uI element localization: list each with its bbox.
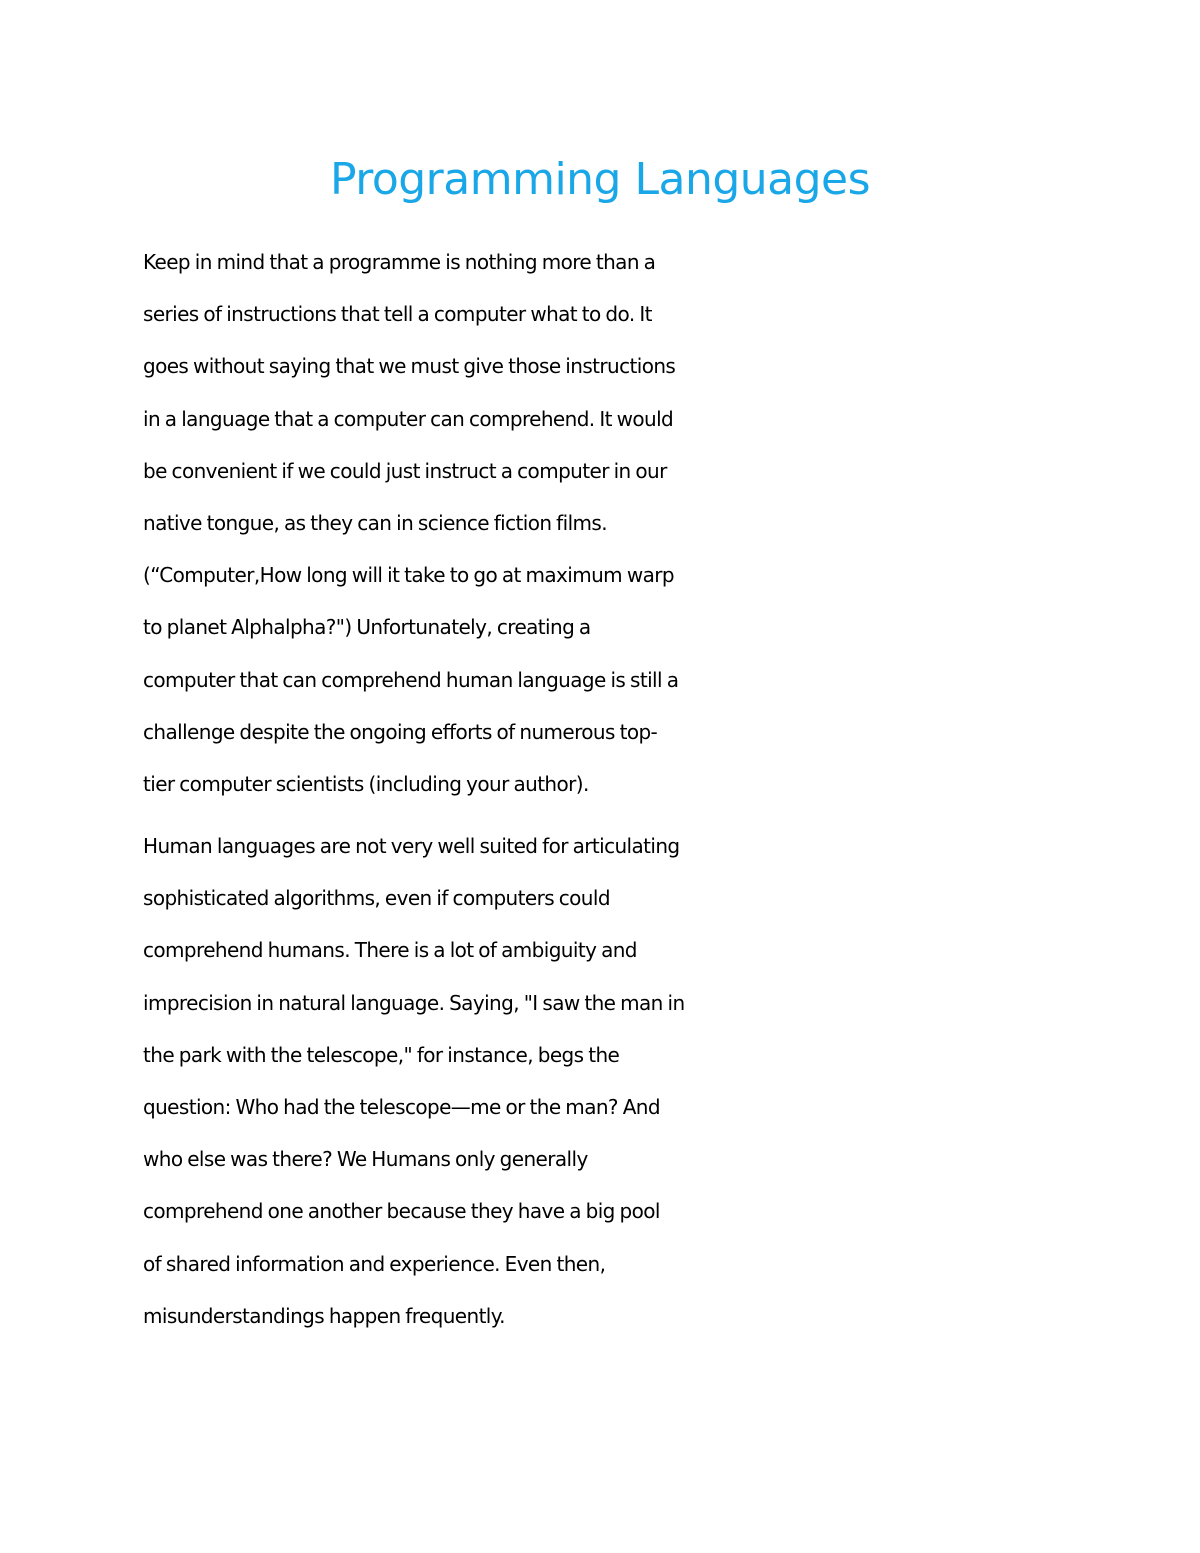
paragraph-2: [143, 820, 1073, 1342]
paragraph-line: question: Who had the telescope—me or the man? And: [143, 1095, 660, 1120]
paragraph-line: comprehend humans. There is a lot of ambiguity and: [143, 938, 637, 963]
paragraph-line: imprecision in natural language. Saying, "I saw the man in: [143, 990, 685, 1015]
paragraph-line: Keep in mind that a programme is nothing more than a: [143, 250, 656, 274]
paragraph-line: to planet Alphalpha?") Unfortunately, creating a: [143, 615, 591, 640]
paragraph-line: native tongue, as they can in science fiction films.: [143, 511, 607, 536]
paragraph-line: in a language that a computer can comprehend. It would: [143, 406, 674, 431]
page-title: Programming Languages: [329, 154, 871, 205]
paragraph-line: series of instructions that tell a computer what to do. It: [143, 302, 652, 327]
paragraph-line: goes without saying that we must give those instructions: [143, 354, 676, 379]
paragraph-line: the park with the telescope," for instance, begs the: [143, 1042, 620, 1067]
paragraph-line: of shared information and experience. Even then,: [143, 1251, 606, 1276]
paragraph-line: comprehend one another because they have a big pool: [143, 1199, 660, 1224]
paragraph-line: be convenient if we could just instruct a computer in our: [143, 458, 667, 483]
paragraph-line: misunderstandings happen frequently.: [143, 1303, 505, 1328]
paragraph-line: (“Computer,How long will it take to go at maximum warp: [143, 563, 674, 588]
paragraph-line: computer that can comprehend human language is still a: [143, 667, 679, 692]
paragraph-line: challenge despite the ongoing efforts of numerous top-: [143, 719, 658, 744]
paragraph-line: who else was there? We Humans only generally: [143, 1147, 588, 1172]
paragraph-line: Human languages are not very well suited for articulating: [143, 834, 680, 858]
paragraph-line: sophisticated algorithms, even if computers could: [143, 886, 610, 911]
paragraph-line: tier computer scientists (including your author).: [143, 772, 589, 797]
paragraph-1: [143, 236, 1073, 810]
